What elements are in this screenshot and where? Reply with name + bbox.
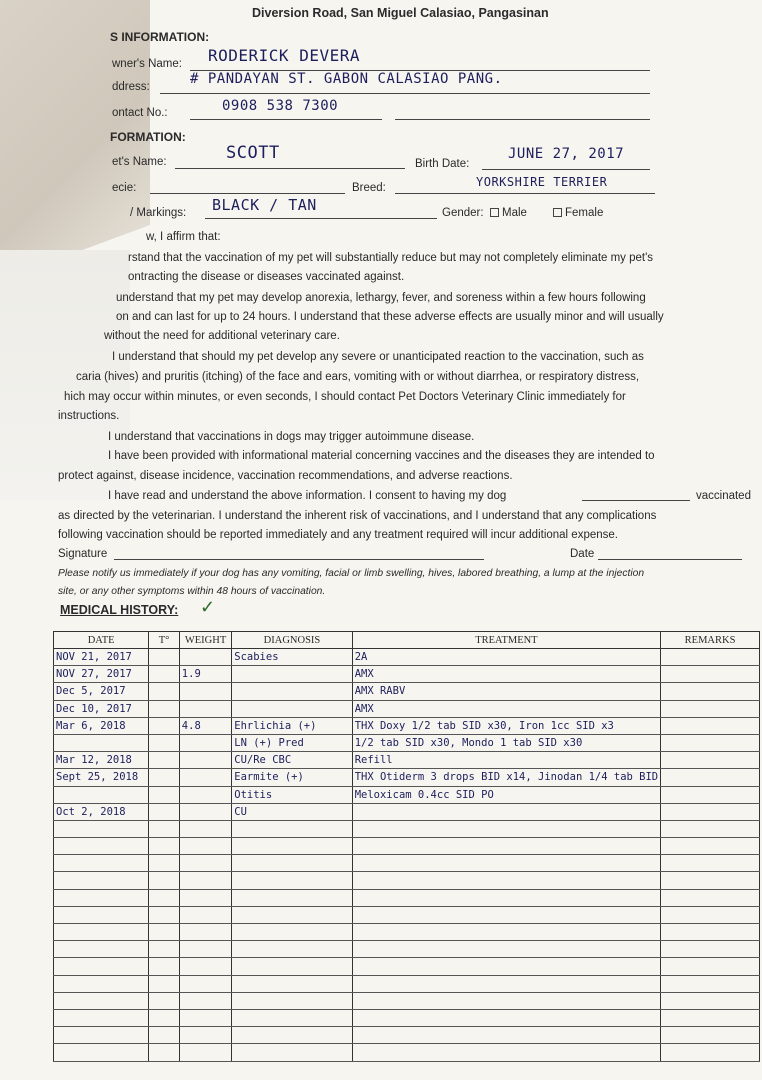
owner-contact-label: ontact No.: [112,107,168,119]
table-cell: 4.8 [179,717,231,734]
female-checkbox[interactable] [553,208,562,217]
table-cell [54,872,149,889]
gender-female-option[interactable] [553,206,603,220]
table-row [54,838,760,855]
table-row [54,872,760,889]
birth-date-value: JUNE 27, 2017 [508,146,625,162]
notice-line-1: Please notify us immediately if your dog has any vomiting, facial or limb swelling, hives, labored breathing, a lump at the injection [58,568,645,579]
owner-address-value: # PANDAYAN ST. GABON CALASIAO PANG. [190,71,503,87]
table-cell [149,941,180,958]
table-cell [149,1027,180,1044]
table-cell [54,941,149,958]
table-cell: Refill [352,752,660,769]
table-cell [352,820,660,837]
table-cell: Sept 25, 2018 [54,769,149,786]
affirm-text: w, I affirm that: [146,231,221,243]
breed-label: Breed: [352,182,386,194]
table-cell [661,786,760,803]
gender-male-option[interactable] [490,206,527,220]
table-cell [661,752,760,769]
table-cell [232,958,352,975]
table-cell [149,700,180,717]
table-cell [54,975,149,992]
table-cell [179,924,231,941]
table-cell [232,1027,352,1044]
table-cell [352,1027,660,1044]
table-cell [149,1044,180,1061]
table-cell [232,924,352,941]
male-label: Male [502,207,527,219]
male-checkbox[interactable] [490,208,499,217]
table-cell [179,872,231,889]
table-cell [661,975,760,992]
table-cell [661,666,760,683]
table-cell [352,855,660,872]
table-cell [149,975,180,992]
consent-p5b: protect against, disease incidence, vaccination recommendations, and adverse reactions. [58,470,513,482]
table-cell [179,649,231,666]
consent-p5a: I have been provided with informational material concerning vaccines and the diseases they are intended to [108,450,655,462]
table-cell [661,820,760,837]
table-cell [149,649,180,666]
table-row [54,889,760,906]
table-cell [352,958,660,975]
table-cell [661,803,760,820]
table-cell [179,820,231,837]
checkmark-icon: ✓ [200,597,216,617]
table-cell [54,958,149,975]
table-cell [54,734,149,751]
table-cell [149,803,180,820]
table-cell [232,683,352,700]
table-row [54,906,760,923]
table-row [54,975,760,992]
table-cell [54,906,149,923]
table-row [54,1009,760,1026]
owner-section-title: S INFORMATION: [110,30,210,44]
table-cell [149,666,180,683]
table-cell [352,1009,660,1026]
table-row [54,752,760,769]
table-cell [149,717,180,734]
consent-p6c: following vaccination should be reported immediately and any treatment required will incur additional expense. [58,529,618,541]
table-cell [352,838,660,855]
table-cell [54,1027,149,1044]
table-cell [179,838,231,855]
table-cell: CU [232,803,352,820]
table-row [54,1044,760,1061]
clinic-address: Diversion Road, San Miguel Calasiao, Pangasinan [252,6,549,20]
table-cell [179,700,231,717]
table-cell [352,906,660,923]
table-cell [54,855,149,872]
table-cell [352,803,660,820]
column-header: T° [149,632,180,649]
table-cell [149,752,180,769]
birth-date-label: Birth Date: [415,158,470,170]
table-row [54,717,760,734]
table-row [54,683,760,700]
table-cell [149,838,180,855]
table-cell [149,958,180,975]
table-cell [149,1009,180,1026]
table-cell [179,855,231,872]
table-cell [661,1009,760,1026]
table-row [54,958,760,975]
table-row [54,1027,760,1044]
table-cell [661,769,760,786]
table-cell [352,1044,660,1061]
table-cell [352,889,660,906]
pet-section-title: FORMATION: [110,130,186,144]
owner-name-value: RODERICK DEVERA [208,46,360,65]
table-cell [54,786,149,803]
table-cell [149,855,180,872]
table-cell [149,769,180,786]
signature-label: Signature [58,548,108,560]
table-cell: Mar 6, 2018 [54,717,149,734]
column-header: WEIGHT [179,632,231,649]
consent-p2c: without the need for additional veterinary care. [104,330,340,342]
table-cell [179,889,231,906]
table-cell [661,717,760,734]
consent-p2b: on and can last for up to 24 hours. I understand that these adverse effects are usually minor and will usually [116,311,664,323]
table-cell [661,855,760,872]
table-cell [179,906,231,923]
table-cell [232,838,352,855]
specie-label: ecie: [112,182,137,194]
table-cell: LN (+) Pred [232,734,352,751]
consent-p6a-end: vaccinated [696,490,751,502]
table-cell [149,889,180,906]
table-cell [661,958,760,975]
consent-p1b: ontracting the disease or diseases vaccinated against. [128,271,405,283]
table-cell [179,975,231,992]
table-cell: AMX [352,666,660,683]
table-cell: Meloxicam 0.4cc SID PO [352,786,660,803]
table-cell: AMX [352,700,660,717]
table-row [54,700,760,717]
table-cell [232,889,352,906]
consent-p6b: as directed by the veterinarian. I understand the inherent risk of vaccinations, and I understand that any complications [58,510,657,522]
table-cell [661,700,760,717]
table-row [54,803,760,820]
medical-history-title: MEDICAL HISTORY: [60,603,179,617]
consent-p2a: understand that my pet may develop anorexia, lethargy, fever, and soreness within a few hours following [116,292,646,304]
consent-p4: I understand that vaccinations in dogs may trigger autoimmune disease. [108,431,475,443]
table-cell: 2A [352,649,660,666]
table-row [54,666,760,683]
table-row [54,855,760,872]
table-cell [232,1044,352,1061]
table-cell: AMX RABV [352,683,660,700]
table-cell [232,975,352,992]
table-cell: Dec 5, 2017 [54,683,149,700]
table-cell [661,649,760,666]
table-header-row [54,632,760,649]
table-cell [179,803,231,820]
table-cell [232,855,352,872]
table-cell: NOV 27, 2017 [54,666,149,683]
consent-p3c: hich may occur within minutes, or even seconds, I should contact Pet Doctors Veterinary Clinic immediately for [64,391,626,403]
table-cell [149,820,180,837]
table-cell [352,924,660,941]
column-header: DIAGNOSIS [232,632,352,649]
table-cell: Ehrlichia (+) [232,717,352,734]
markings-label: / Markings: [130,207,187,219]
table-cell: Dec 10, 2017 [54,700,149,717]
table-cell [661,1027,760,1044]
table-cell [352,992,660,1009]
table-cell [232,992,352,1009]
table-row [54,820,760,837]
table-cell [352,975,660,992]
table-cell [179,941,231,958]
table-cell [54,924,149,941]
table-cell: NOV 21, 2017 [54,649,149,666]
table-cell [149,683,180,700]
table-cell [352,941,660,958]
column-header: TREATMENT [352,632,660,649]
date-label: Date [570,548,595,560]
table-cell [661,924,760,941]
table-cell [232,872,352,889]
table-cell [661,734,760,751]
pet-name-label: et's Name: [112,156,167,168]
table-cell: THX Doxy 1/2 tab SID x30, Iron 1cc SID x3 [352,717,660,734]
table-cell [179,752,231,769]
table-cell [179,734,231,751]
table-cell [54,1009,149,1026]
notice-line-2: site, or any other symptoms within 48 hours of vaccination. [58,586,326,597]
table-cell [661,872,760,889]
table-cell [232,1009,352,1026]
table-cell [661,683,760,700]
table-cell [149,786,180,803]
table-cell [149,924,180,941]
table-row [54,649,760,666]
table-cell [149,734,180,751]
table-row [54,992,760,1009]
table-row [54,924,760,941]
markings-value: BLACK / TAN [212,196,317,214]
medical-history-table [53,631,760,1062]
table-row [54,734,760,751]
table-cell [179,992,231,1009]
owner-name-label: wner's Name: [112,58,182,70]
table-cell: Mar 12, 2018 [54,752,149,769]
table-cell [661,838,760,855]
table-cell: CU/Re CBC [232,752,352,769]
table-cell [54,820,149,837]
table-cell: Scabies [232,649,352,666]
owner-address-label: ddress: [112,81,150,93]
table-cell [232,666,352,683]
table-cell [661,941,760,958]
table-cell: 1.9 [179,666,231,683]
table-cell: Oct 2, 2018 [54,803,149,820]
table-cell [232,820,352,837]
table-cell [661,906,760,923]
column-header: REMARKS [661,632,760,649]
consent-p1a: rstand that the vaccination of my pet will substantially reduce but may not completely eliminate my pet's [128,252,654,264]
owner-contact-value: 0908 538 7300 [222,98,339,114]
table-row [54,941,760,958]
gender-label: Gender: [442,207,484,219]
table-cell: 1/2 tab SID x30, Mondo 1 tab SID x30 [352,734,660,751]
table-cell: Earmite (+) [232,769,352,786]
table-cell [179,786,231,803]
female-label: Female [565,207,604,219]
table-cell [352,872,660,889]
table-cell: THX Otiderm 3 drops BID x14, Jinodan 1/4 tab BID [352,769,660,786]
table-cell [661,1044,760,1061]
table-row [54,786,760,803]
table-cell [149,906,180,923]
table-cell [232,941,352,958]
consent-p3b: caria (hives) and pruritis (itching) of the face and ears, vomiting with or without diarrhea, or respiratory distress, [76,371,640,383]
table-cell [179,683,231,700]
consent-p6a: I have read and understand the above information. I consent to having my dog [108,490,507,502]
table-cell [179,958,231,975]
table-cell [149,872,180,889]
table-cell [54,838,149,855]
table-cell [54,889,149,906]
breed-value: YORKSHIRE TERRIER [476,175,608,189]
table-cell [179,1044,231,1061]
pet-name-value: SCOTT [226,143,280,163]
column-header: DATE [54,632,149,649]
table-cell [179,1027,231,1044]
table-cell [179,769,231,786]
table-cell [179,1009,231,1026]
table-cell [661,889,760,906]
table-cell [54,1044,149,1061]
table-cell [661,992,760,1009]
table-row [54,769,760,786]
table-cell [232,700,352,717]
table-cell [232,906,352,923]
table-cell: Otitis [232,786,352,803]
table-cell [149,992,180,1009]
consent-p3d: instructions. [58,410,120,422]
table-cell [54,992,149,1009]
consent-p3a: I understand that should my pet develop any severe or unanticipated reaction to the vaccination, such as [112,351,644,363]
